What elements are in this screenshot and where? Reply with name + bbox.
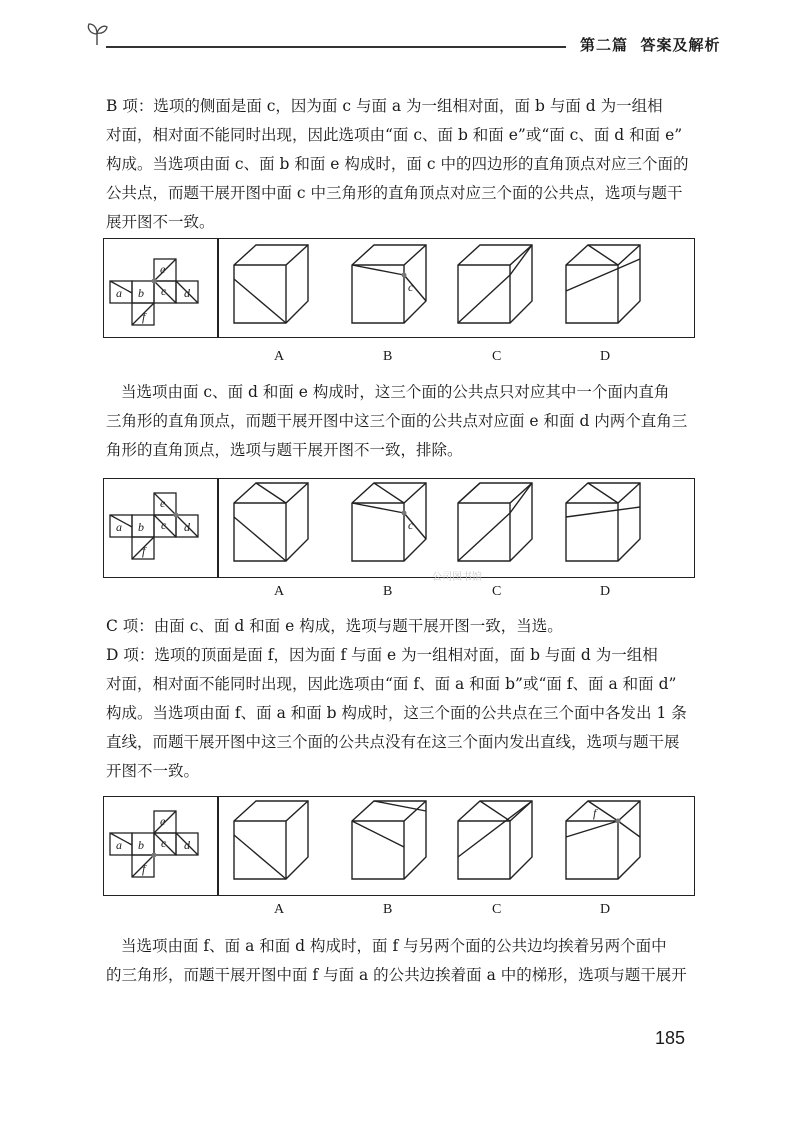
vertex-dot [174,513,179,518]
vertex-dot [152,279,157,284]
text-line: D 项：选项的顶面是面 f，因为面 f 与面 e 为一组相对面，面 b 与面 d 为一组相 [106,646,658,664]
option-label-c: C [492,902,502,917]
header-rule [106,46,566,48]
figure-2 [103,478,695,578]
option-label-d: D [600,584,611,599]
cube-b [352,801,426,879]
cube-c [458,245,532,323]
face-label-f: f [142,862,146,876]
text-line: 的三角形，而题干展开图中面 f 与面 a 的公共边挨着面 a 中的梯形，选项与题干展开 [106,966,687,984]
header-title [580,34,720,55]
cube-face-label-f: f [593,806,597,820]
option-cubes [234,245,640,323]
text-line: 构成。当选项由面 c、面 b 和面 e 构成时，面 c 中的四边形的直角顶点对应三个面的 [106,155,689,173]
vertex-dot [616,819,621,824]
face-label-c: c [161,836,167,850]
watermark: 公司图书馆 [432,572,482,583]
face-label-d: d [184,520,190,534]
figure-1-option-labels [103,349,695,369]
face-label-d: d [184,286,190,300]
text-line: 展开图不一致。 [106,213,215,231]
text-line: 当选项由面 f、面 a 和面 d 构成时，面 f 与另两个面的公共边均挨着另两个面中 [121,937,667,955]
vertex-dot [402,511,407,516]
figure-3 [103,796,695,896]
face-label-f: f [142,544,146,558]
cube-b [352,245,426,323]
text-line: B 项：选项的侧面是面 c，因为面 c 与面 a 为一组相对面，面 b 与面 d 为一组相 [106,97,663,115]
figure-1-drawing [104,239,696,339]
option-cubes [234,483,640,561]
paragraph-d-option [106,641,700,786]
cube-b [352,483,426,561]
option-label-b: B [383,584,393,599]
cube-d [566,801,640,879]
face-label-d: d [184,838,190,852]
cube-face-label-c: c [408,518,414,532]
option-label-d: D [600,349,611,364]
face-label-a: a [116,286,122,300]
text-line: 开图不一致。 [106,762,200,780]
header-chapter: 答案及解析 [640,36,721,54]
face-label-a: a [116,838,122,852]
face-label-b: b [138,520,144,534]
face-label-e: e [160,496,166,510]
cube-d [566,245,640,323]
page-number: 185 [655,1028,686,1048]
figure-2-option-labels [103,584,695,604]
text-line: 直线，而题干展开图中这三个面的公共点没有在这三个面内发出直线，选项与题干展 [106,733,680,751]
face-label-b: b [138,838,144,852]
cube-a [234,801,308,879]
figure-2-drawing [104,479,696,579]
header-section: 第二篇 [580,36,629,54]
text-line: 对面，相对面不能同时出现，因此选项由“面 f、面 a 和面 b”或“面 f、面 a 和面 d” [106,675,677,693]
cube-a [234,483,308,561]
cube-a [234,245,308,323]
text-line: 构成。当选项由面 f、面 a 和面 b 构成时，这三个面的公共点在三个面中各发出 1 条 [106,704,687,722]
text-line: C 项：由面 c、面 d 和面 e 构成，选项与题干展开图一致，当选。 [106,617,563,635]
text-line: 对面，相对面不能同时出现，因此选项由“面 c、面 b 和面 e”或“面 c、面 d 和面 e” [106,126,683,144]
sprout-icon [86,22,108,46]
text-line: 角形的直角顶点，选项与题干展开图不一致，排除。 [106,441,463,459]
paragraph-b-option-cont [106,378,700,465]
option-label-c: C [492,349,502,364]
page-header [0,0,800,70]
face-label-a: a [116,520,122,534]
figure-3-option-labels [103,902,695,922]
face-label-c: c [161,284,167,298]
paragraph-d-option-cont [106,932,700,990]
paragraph-b-option [106,92,700,237]
figure-1 [103,238,695,338]
option-cubes [234,801,640,879]
text-line: 三角形的直角顶点，而题干展开图中这三个面的公共点对应面 e 和面 d 内两个直角三 [106,412,688,430]
option-label-b: B [383,349,393,364]
option-label-a: A [274,584,285,599]
option-label-c: C [492,584,502,599]
face-label-c: c [161,518,167,532]
paragraph-c-option [106,612,700,641]
cube-face-label-c: c [408,280,414,294]
face-label-f: f [142,310,146,324]
face-label-b: b [138,286,144,300]
option-label-a: A [274,902,285,917]
cube-d [566,483,640,561]
option-label-a: A [274,349,285,364]
text-line: 当选项由面 c、面 d 和面 e 构成时，这三个面的公共点只对应其中一个面内直角 [121,383,670,401]
face-label-e: e [160,814,166,828]
vertex-dot [152,853,157,858]
figure-3-drawing [104,797,696,897]
option-label-d: D [600,902,611,917]
text-line: 公共点，而题干展开图中面 c 中三角形的直角顶点对应三个面的公共点，选项与题干 [106,184,683,202]
cube-c [458,801,532,879]
option-label-b: B [383,902,393,917]
face-label-e: e [160,262,166,276]
vertex-dot [402,273,407,278]
cube-c [458,483,532,561]
